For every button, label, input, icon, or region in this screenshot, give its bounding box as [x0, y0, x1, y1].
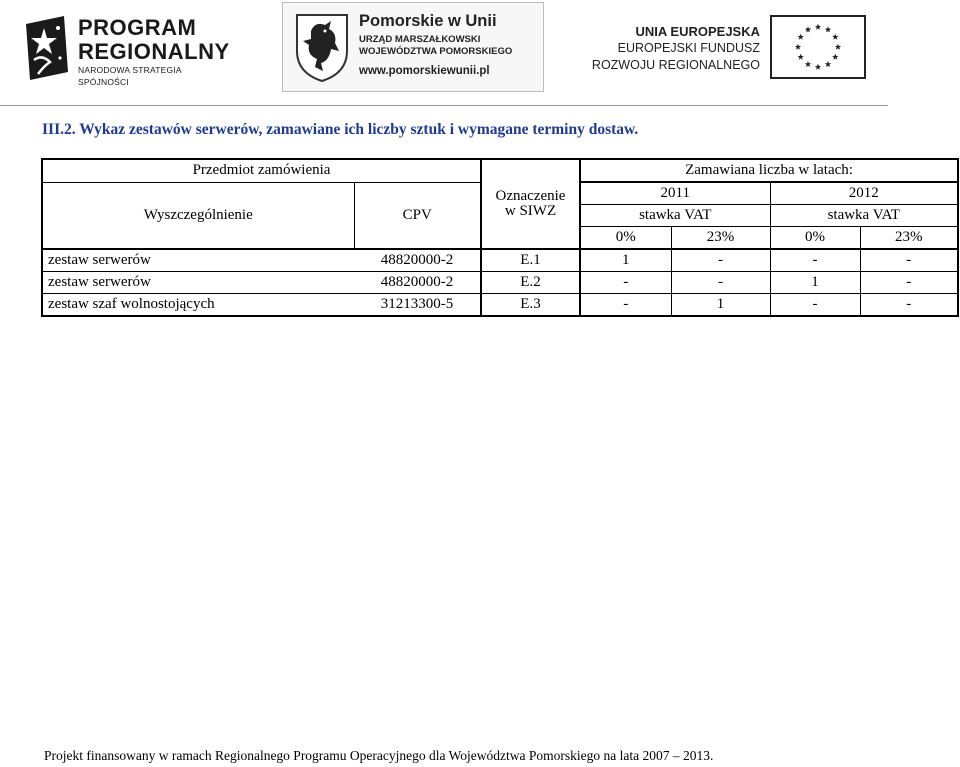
quantity-cell: - [770, 294, 860, 317]
pomorskie-logo-url: www.pomorskiewunii.pl [359, 65, 490, 77]
table-row [42, 294, 958, 317]
cpv-cell: 31213300-5 [354, 294, 481, 317]
griffin-crest-icon [293, 11, 351, 83]
siwz-header-line1: Oznaczenie [495, 188, 566, 204]
footer-note: Projekt finansowany w ramach Regionalnego Programu Operacyjnego dla Województwa Pomorskiego na lata 2007 – 2013. [44, 748, 714, 763]
program-logo-line2: REGIONALNY [78, 39, 230, 64]
year-2011-header: 2011 [580, 182, 770, 205]
details-header: Wyszczególnienie [42, 182, 354, 249]
cpv-header: CPV [354, 182, 481, 249]
quantity-cell: - [770, 249, 860, 272]
siwz-cell: E.3 [481, 294, 580, 317]
quantity-cell: - [860, 272, 958, 294]
eu-logo-line1: UNIA EUROPEJSKA [635, 24, 760, 39]
program-logo-line1: PROGRAM [78, 15, 197, 40]
servers-order-table [41, 158, 959, 317]
rate-header: 23% [860, 227, 958, 250]
quantity-cell: - [580, 294, 671, 317]
subject-header: Przedmiot zamówienia [42, 159, 481, 182]
siwz-cell: E.2 [481, 272, 580, 294]
header-divider [0, 105, 888, 106]
rate-header: 23% [671, 227, 770, 250]
pomorskie-logo-line2: URZĄD MARSZAŁKOWSKI [359, 34, 481, 45]
ordered-header: Zamawiana liczba w latach: [580, 159, 958, 182]
quantity-cell: 1 [671, 294, 770, 317]
program-logo-line3: NARODOWA STRATEGIA SPÓJNOŚCI [78, 65, 182, 87]
item-name-cell: zestaw szaf wolnostojących [42, 294, 354, 317]
quantity-cell: - [860, 249, 958, 272]
cpv-cell: 48820000-2 [354, 249, 481, 272]
item-name-cell: zestaw serwerów [42, 272, 354, 294]
year-2012-header: 2012 [770, 182, 958, 205]
pomorskie-logo-line1: Pomorskie w Unii [359, 12, 497, 30]
quantity-cell: - [671, 249, 770, 272]
eu-flag-icon [770, 15, 866, 79]
table-row [42, 249, 958, 272]
unia-europejska-logo [591, 14, 870, 84]
siwz-header-line2: w SIWZ [504, 203, 557, 219]
siwz-cell: E.1 [481, 249, 580, 272]
table-row [42, 272, 958, 294]
item-name-cell: zestaw serwerów [42, 249, 354, 272]
pomorskie-logo-line3: WOJEWÓDZTWA POMORSKIEGO [359, 46, 513, 57]
quantity-cell: - [860, 294, 958, 317]
pomorskie-w-unii-logo [282, 2, 544, 92]
star-figure-icon [20, 14, 72, 82]
vat-2012-header: stawka VAT [770, 205, 958, 227]
siwz-header [481, 159, 580, 249]
rate-header: 0% [580, 227, 671, 250]
quantity-cell: - [671, 272, 770, 294]
vat-2011-header: stawka VAT [580, 205, 770, 227]
quantity-cell: - [580, 272, 671, 294]
section-title: III.2. Wykaz zestawów serwerów, zamawiane ich liczby sztuk i wymagane terminy dostaw. [42, 121, 639, 138]
eu-logo-line2: EUROPEJSKI FUNDUSZ [617, 41, 760, 55]
quantity-cell: 1 [580, 249, 671, 272]
eu-logo-line3: ROZWOJU REGIONALNEGO [591, 58, 760, 72]
cpv-cell: 48820000-2 [354, 272, 481, 294]
quantity-cell: 1 [770, 272, 860, 294]
rate-header: 0% [770, 227, 860, 250]
program-regionalny-logo [20, 14, 230, 87]
